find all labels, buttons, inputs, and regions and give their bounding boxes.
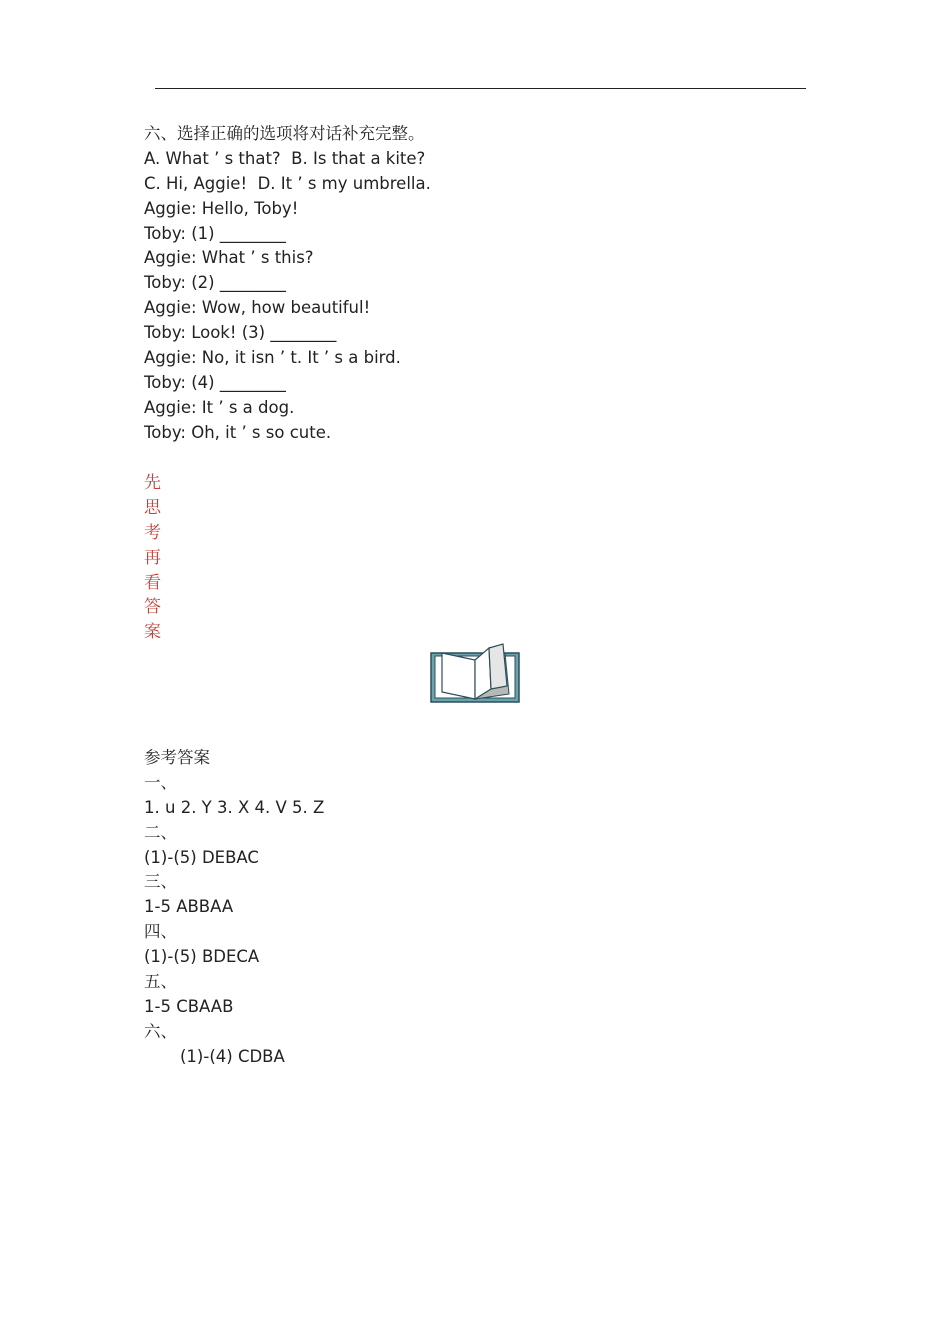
dialogue-line: Toby: (2) ________ — [144, 273, 286, 293]
answer-text: 1. u 2. Y 3. X 4. V 5. Z — [144, 797, 325, 817]
dialogue-line: Toby: Look! (3) ________ — [144, 323, 337, 343]
dialogue-line: Aggie: It ’ s a dog. — [144, 397, 295, 417]
option-line: A. What ’ s that? B. Is that a kite? — [144, 148, 426, 168]
answer-title: 参考答案 — [144, 748, 210, 767]
exercise-section — [144, 122, 431, 446]
answer-text: 1-5 ABBAA — [144, 897, 234, 917]
answer-text: (1)-(5) DEBAC — [144, 847, 259, 867]
exercise-heading: 六、选择正确的选项将对话补充完整。 — [144, 124, 425, 143]
note-char: 先 — [144, 473, 161, 493]
answer-section-label: 二、 — [144, 822, 177, 842]
note-char: 答 — [144, 597, 161, 618]
answer-text: 1-5 CBAAB — [144, 996, 234, 1016]
dialogue-line: Aggie: Wow, how beautiful! — [144, 298, 371, 318]
note-char: 案 — [144, 622, 161, 643]
note-char: 再 — [144, 547, 161, 568]
answer-key — [144, 746, 324, 1070]
dialogue-line: Aggie: Hello, Toby! — [144, 198, 299, 218]
open-book-icon — [429, 642, 521, 704]
answer-section-label: 一、 — [144, 772, 177, 792]
answer-text: (1)-(5) BDECA — [144, 947, 260, 967]
dialogue-line: Toby: (1) ________ — [144, 223, 286, 243]
option-line: C. Hi, Aggie! D. It ’ s my umbrella. — [144, 173, 431, 193]
dialogue-line: Aggie: What ’ s this? — [144, 248, 314, 268]
dialogue-line: Toby: Oh, it ’ s so cute. — [144, 422, 332, 442]
dialogue-line: Toby: (4) ________ — [144, 372, 286, 392]
answer-section-label: 五、 — [144, 972, 177, 992]
think-first-note — [144, 471, 161, 645]
note-char: 思 — [144, 497, 161, 518]
dialogue-line: Aggie: No, it isn ’ t. It ’ s a bird. — [144, 348, 401, 368]
note-char: 看 — [144, 572, 161, 593]
answer-section-label: 六、 — [144, 1021, 177, 1041]
note-char: 考 — [144, 522, 161, 543]
answer-section-label: 三、 — [144, 872, 177, 892]
answer-section-label: 四、 — [144, 922, 177, 942]
header-rule — [155, 88, 806, 89]
answer-text: (1)-(4) CDBA — [180, 1046, 285, 1066]
